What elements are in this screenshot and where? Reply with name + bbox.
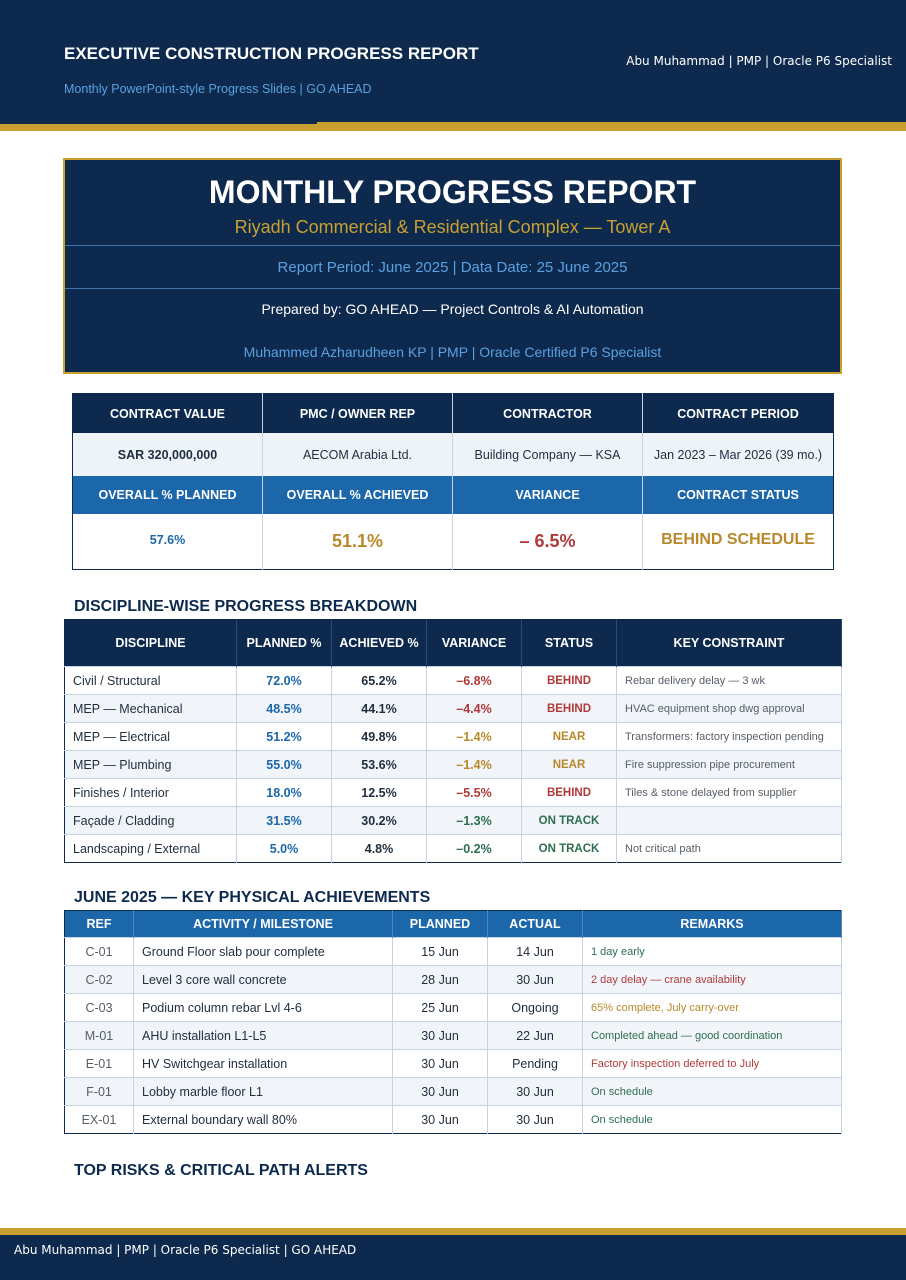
- preparer-credentials: Muhammed Azharudheen KP | PMP | Oracle Certified P6 Specialist: [243, 344, 662, 360]
- project-name: Riyadh Commercial & Residential Complex — Tower A: [234, 217, 671, 237]
- summary-kpi-row: [73, 514, 834, 570]
- activity-name: Lobby marble floor L1: [134, 1078, 393, 1106]
- activity-ref: C-03: [65, 994, 134, 1022]
- activity-name: Level 3 core wall concrete: [134, 966, 393, 994]
- variance-value: –1.4%: [427, 751, 522, 779]
- activity-name: External boundary wall 80%: [134, 1106, 393, 1134]
- summary-header-row: [73, 394, 834, 434]
- key-constraint: Transformers: factory inspection pending: [617, 723, 842, 751]
- header-contract-value: CONTRACT VALUE: [73, 394, 263, 434]
- top-header-bar: [0, 0, 906, 122]
- header-contractor: CONTRACTOR: [453, 394, 643, 434]
- report-period: Report Period: June 2025 | Data Date: 25 June 2025: [277, 259, 628, 276]
- activity-ref: EX-01: [65, 1106, 134, 1134]
- actual-date: 30 Jun: [488, 1078, 583, 1106]
- activity-remarks: On schedule: [583, 1106, 842, 1134]
- discipline-name: MEP — Plumbing: [65, 751, 237, 779]
- col-planned-date: PLANNED: [393, 911, 488, 938]
- activity-ref: E-01: [65, 1050, 134, 1078]
- contractor: Building Company — KSA: [453, 433, 643, 476]
- status-badge: BEHIND: [522, 667, 617, 695]
- achievement-row: [65, 966, 842, 994]
- planned-date: 30 Jun: [393, 1106, 488, 1134]
- key-constraint: Not critical path: [617, 835, 842, 863]
- discipline-row: [65, 723, 842, 751]
- key-constraint: HVAC equipment shop dwg approval: [617, 695, 842, 723]
- discipline-name: Civil / Structural: [65, 667, 237, 695]
- planned-percent: 48.5%: [237, 695, 332, 723]
- variance-value: –1.3%: [427, 807, 522, 835]
- achieved-percent: 65.2%: [332, 667, 427, 695]
- header-pmc-owner-rep: PMC / OWNER REP: [263, 394, 453, 434]
- achieved-percent: 44.1%: [332, 695, 427, 723]
- author-credit: Abu Muhammad | PMP | Oracle P6 Specialist: [626, 54, 892, 68]
- planned-date: 30 Jun: [393, 1050, 488, 1078]
- achieved-percent: 4.8%: [332, 835, 427, 863]
- discipline-section-title: DISCIPLINE-WISE PROGRESS BREAKDOWN: [74, 598, 418, 615]
- status-badge: ON TRACK: [522, 835, 617, 863]
- actual-date: 14 Jun: [488, 938, 583, 966]
- activity-remarks: Completed ahead — good coordination: [583, 1022, 842, 1050]
- achievement-row: [65, 1022, 842, 1050]
- discipline-row: [65, 667, 842, 695]
- discipline-header-row: [65, 620, 842, 667]
- achievement-row: [65, 994, 842, 1022]
- activity-remarks: On schedule: [583, 1078, 842, 1106]
- col-activity: ACTIVITY / MILESTONE: [134, 911, 393, 938]
- col-ref: REF: [65, 911, 134, 938]
- planned-percent: 18.0%: [237, 779, 332, 807]
- achievement-row: [65, 1078, 842, 1106]
- activity-remarks: Factory inspection deferred to July: [583, 1050, 842, 1078]
- achievement-row: [65, 1050, 842, 1078]
- header-contract-period: CONTRACT PERIOD: [643, 394, 834, 434]
- status-badge: ON TRACK: [522, 807, 617, 835]
- discipline-progress-table: [64, 619, 842, 863]
- actual-date: 30 Jun: [488, 966, 583, 994]
- activity-name: Ground Floor slab pour complete: [134, 938, 393, 966]
- planned-date: 25 Jun: [393, 994, 488, 1022]
- activity-remarks: 65% complete, July carry-over: [583, 994, 842, 1022]
- variance-value: –0.2%: [427, 835, 522, 863]
- header-overall-planned: OVERALL % PLANNED: [73, 476, 263, 514]
- summary-header-row-2: [73, 476, 834, 514]
- key-constraint: Rebar delivery delay — 3 wk: [617, 667, 842, 695]
- header-overall-achieved: OVERALL % ACHIEVED: [263, 476, 453, 514]
- planned-date: 15 Jun: [393, 938, 488, 966]
- actual-date: Ongoing: [488, 994, 583, 1022]
- planned-date: 30 Jun: [393, 1022, 488, 1050]
- discipline-name: Landscaping / External: [65, 835, 237, 863]
- summary-value-row: [73, 433, 834, 476]
- discipline-row: [65, 807, 842, 835]
- status-badge: NEAR: [522, 751, 617, 779]
- risks-section-title: TOP RISKS & CRITICAL PATH ALERTS: [74, 1162, 368, 1179]
- contract-value: SAR 320,000,000: [73, 433, 263, 476]
- discipline-name: MEP — Electrical: [65, 723, 237, 751]
- header-divider-cut: [0, 122, 317, 124]
- status-badge: NEAR: [522, 723, 617, 751]
- footer-bar: [0, 1235, 906, 1280]
- planned-percent: 51.2%: [237, 723, 332, 751]
- discipline-row: [65, 835, 842, 863]
- overall-planned-value: 57.6%: [73, 514, 263, 570]
- contract-period: Jan 2023 – Mar 2026 (39 mo.): [643, 433, 834, 476]
- report-subtitle: Monthly PowerPoint-style Progress Slides | GO AHEAD: [64, 82, 372, 96]
- header-contract-status: CONTRACT STATUS: [643, 476, 834, 514]
- actual-date: Pending: [488, 1050, 583, 1078]
- achievement-row: [65, 938, 842, 966]
- key-constraint: Tiles & stone delayed from supplier: [617, 779, 842, 807]
- achievement-row: [65, 1106, 842, 1134]
- footer-credit: Abu Muhammad | PMP | Oracle P6 Specialist | GO AHEAD: [14, 1243, 357, 1257]
- achieved-percent: 53.6%: [332, 751, 427, 779]
- key-constraint: [617, 807, 842, 835]
- planned-percent: 55.0%: [237, 751, 332, 779]
- col-variance: VARIANCE: [427, 620, 522, 667]
- col-planned: PLANNED %: [237, 620, 332, 667]
- actual-date: 30 Jun: [488, 1106, 583, 1134]
- cover-divider: [65, 245, 840, 246]
- discipline-row: [65, 779, 842, 807]
- activity-ref: C-02: [65, 966, 134, 994]
- achievements-section-title: JUNE 2025 — KEY PHYSICAL ACHIEVEMENTS: [74, 889, 431, 906]
- discipline-name: Façade / Cladding: [65, 807, 237, 835]
- prepared-by: Prepared by: GO AHEAD — Project Controls & AI Automation: [261, 301, 644, 317]
- col-key-constraint: KEY CONSTRAINT: [617, 620, 842, 667]
- overall-variance-value: – 6.5%: [453, 514, 643, 570]
- col-achieved: ACHIEVED %: [332, 620, 427, 667]
- report-cover-card: [63, 158, 842, 374]
- actual-date: 22 Jun: [488, 1022, 583, 1050]
- planned-date: 30 Jun: [393, 1078, 488, 1106]
- achievements-header-row: [65, 911, 842, 938]
- variance-value: –6.8%: [427, 667, 522, 695]
- header-variance: VARIANCE: [453, 476, 643, 514]
- variance-value: –4.4%: [427, 695, 522, 723]
- pmc-owner-rep: AECOM Arabia Ltd.: [263, 433, 453, 476]
- activity-name: Podium column rebar Lvl 4-6: [134, 994, 393, 1022]
- activity-ref: C-01: [65, 938, 134, 966]
- contract-summary-table: [72, 393, 834, 570]
- footer-gold-divider: [0, 1228, 906, 1235]
- discipline-row: [65, 695, 842, 723]
- activity-name: AHU installation L1-L5: [134, 1022, 393, 1050]
- variance-value: –1.4%: [427, 723, 522, 751]
- variance-value: –5.5%: [427, 779, 522, 807]
- activity-remarks: 1 day early: [583, 938, 842, 966]
- activity-remarks: 2 day delay — crane availability: [583, 966, 842, 994]
- status-badge: BEHIND: [522, 695, 617, 723]
- planned-percent: 5.0%: [237, 835, 332, 863]
- achieved-percent: 12.5%: [332, 779, 427, 807]
- discipline-row: [65, 751, 842, 779]
- col-actual-date: ACTUAL: [488, 911, 583, 938]
- col-discipline: DISCIPLINE: [65, 620, 237, 667]
- discipline-name: Finishes / Interior: [65, 779, 237, 807]
- activity-ref: M-01: [65, 1022, 134, 1050]
- col-remarks: REMARKS: [583, 911, 842, 938]
- achieved-percent: 30.2%: [332, 807, 427, 835]
- cover-divider: [65, 288, 840, 289]
- planned-percent: 72.0%: [237, 667, 332, 695]
- discipline-name: MEP — Mechanical: [65, 695, 237, 723]
- contract-status-value: BEHIND SCHEDULE: [643, 514, 834, 570]
- overall-achieved-value: 51.1%: [263, 514, 453, 570]
- key-constraint: Fire suppression pipe procurement: [617, 751, 842, 779]
- key-achievements-table: [64, 910, 842, 1134]
- report-title: EXECUTIVE CONSTRUCTION PROGRESS REPORT: [64, 44, 479, 63]
- col-status: STATUS: [522, 620, 617, 667]
- planned-date: 28 Jun: [393, 966, 488, 994]
- activity-ref: F-01: [65, 1078, 134, 1106]
- achieved-percent: 49.8%: [332, 723, 427, 751]
- activity-name: HV Switchgear installation: [134, 1050, 393, 1078]
- header-gold-divider: [0, 122, 906, 131]
- monthly-report-title: MONTHLY PROGRESS REPORT: [208, 174, 697, 210]
- planned-percent: 31.5%: [237, 807, 332, 835]
- status-badge: BEHIND: [522, 779, 617, 807]
